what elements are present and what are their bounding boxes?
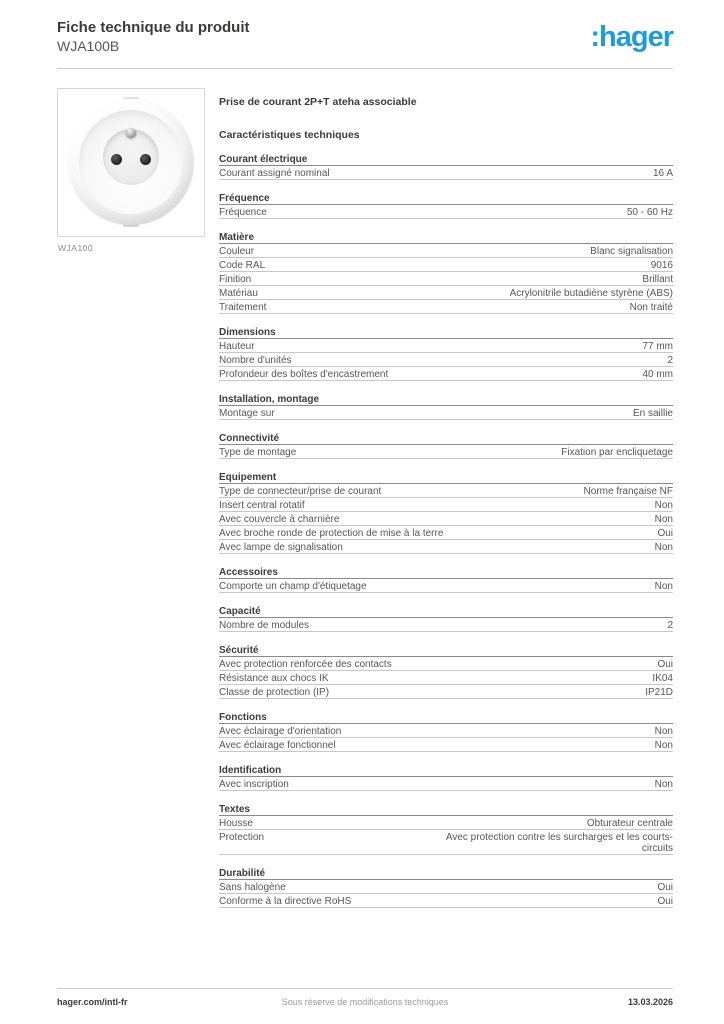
- footer-website-link[interactable]: hager.com/intl-fr: [57, 997, 128, 1007]
- spec-value: Non: [654, 740, 673, 751]
- spec-row: [219, 724, 673, 738]
- spec-section-title: Sécurité: [219, 643, 673, 657]
- spec-section: [219, 604, 673, 632]
- spec-row: [219, 286, 673, 300]
- spec-value: Non: [654, 514, 673, 525]
- spec-row: [219, 512, 673, 526]
- spec-label: Résistance aux chocs IK: [219, 673, 329, 684]
- spec-row: [219, 685, 673, 699]
- spec-row: [219, 540, 673, 554]
- spec-value: 40 mm: [642, 369, 673, 380]
- spec-label: Avec éclairage fonctionnel: [219, 740, 336, 751]
- spec-section: [219, 763, 673, 791]
- spec-row: [219, 205, 673, 219]
- spec-row: [219, 777, 673, 791]
- spec-label: Type de montage: [219, 447, 297, 458]
- spec-row: [219, 894, 673, 908]
- footer-disclaimer: Sous réserve de modifications techniques: [281, 997, 449, 1007]
- spec-value: Oui: [657, 528, 673, 539]
- spec-row: [219, 484, 673, 498]
- spec-row: [219, 526, 673, 540]
- spec-section-title: Textes: [219, 802, 673, 816]
- spec-value: Non: [654, 726, 673, 737]
- spec-section: [219, 191, 673, 219]
- spec-row: [219, 738, 673, 752]
- spec-label: Courant assigné nominal: [219, 168, 330, 179]
- spec-row: [219, 816, 673, 830]
- spec-row: [219, 657, 673, 671]
- spec-section: [219, 866, 673, 908]
- spec-value: Non: [654, 581, 673, 592]
- spec-value: Non: [654, 500, 673, 511]
- spec-value: Avec protection contre les surcharges et les courts-circuits: [445, 832, 673, 854]
- spec-value: Oui: [657, 896, 673, 907]
- spec-column: [219, 96, 673, 908]
- spec-label: Montage sur: [219, 408, 275, 419]
- spec-row: [219, 406, 673, 420]
- spec-table-title: Caractéristiques techniques: [219, 129, 360, 141]
- spec-section: [219, 802, 673, 855]
- spec-value: Oui: [657, 882, 673, 893]
- spec-section-title: Equipement: [219, 470, 673, 484]
- product-photo-socket: [68, 99, 194, 225]
- spec-section-title: Dimensions: [219, 325, 673, 339]
- spec-row: [219, 339, 673, 353]
- spec-section-title: Identification: [219, 763, 673, 777]
- spec-row: [219, 258, 673, 272]
- spec-label: Comporte un champ d'étiquetage: [219, 581, 367, 592]
- spec-row: [219, 618, 673, 632]
- spec-label: Protection: [219, 832, 265, 843]
- spec-value: 2: [667, 620, 673, 631]
- spec-label: Insert central rotatif: [219, 500, 305, 511]
- spec-section-title: Courant électrique: [219, 152, 673, 166]
- spec-section-title: Installation, montage: [219, 392, 673, 406]
- spec-section: [219, 431, 673, 459]
- spec-section: [219, 470, 673, 554]
- spec-value: Obturateur centrale: [586, 818, 673, 829]
- spec-label: Traitement: [219, 302, 267, 313]
- spec-section: [219, 565, 673, 593]
- spec-section: [219, 643, 673, 699]
- spec-label: Matériau: [219, 288, 258, 299]
- spec-row: [219, 671, 673, 685]
- spec-section-title: Durabilité: [219, 866, 673, 880]
- spec-value: 16 A: [652, 168, 673, 179]
- spec-label: Profondeur des boîtes d'encastrement: [219, 369, 389, 380]
- spec-row: [219, 579, 673, 593]
- spec-row: [219, 498, 673, 512]
- spec-section: [219, 230, 673, 314]
- spec-label: Avec lampe de signalisation: [219, 542, 343, 553]
- spec-value: 77 mm: [642, 341, 673, 352]
- spec-label: Avec inscription: [219, 779, 289, 790]
- spec-value: Brillant: [642, 274, 673, 285]
- spec-section: [219, 710, 673, 752]
- footer-date: 13.03.2026: [627, 997, 673, 1007]
- spec-row: [219, 353, 673, 367]
- product-name: Prise de courant 2P+T ateha associable: [219, 96, 417, 108]
- spec-value: Non: [654, 779, 673, 790]
- spec-value: IP21D: [645, 687, 673, 698]
- spec-label: Avec couvercle à charnière: [219, 514, 340, 525]
- spec-row: [219, 244, 673, 258]
- spec-row: [219, 880, 673, 894]
- page-title: Fiche technique du produit: [57, 19, 250, 36]
- spec-value: Blanc signalisation: [590, 246, 673, 257]
- spec-label: Fréquence: [219, 207, 267, 218]
- spec-label: Conforme à la directive RoHS: [219, 896, 352, 907]
- spec-section-title: Matière: [219, 230, 673, 244]
- spec-label: Classe de protection (IP): [219, 687, 330, 698]
- spec-label: Sans halogène: [219, 882, 286, 893]
- spec-value: Non traité: [629, 302, 673, 313]
- spec-value: Oui: [657, 659, 673, 670]
- spec-row: [219, 166, 673, 180]
- socket-hole-left: [111, 154, 122, 165]
- spec-value: Non: [654, 542, 673, 553]
- spec-section-title: Connectivité: [219, 431, 673, 445]
- spec-section-title: Capacité: [219, 604, 673, 618]
- spec-value: Norme française NF: [583, 486, 673, 497]
- spec-label: Avec éclairage d'orientation: [219, 726, 342, 737]
- spec-value: IK04: [652, 673, 673, 684]
- spec-section: [219, 152, 673, 180]
- spec-label: Avec protection renforcée des contacts: [219, 659, 392, 670]
- spec-section-title: Accessoires: [219, 565, 673, 579]
- footer-divider: [57, 988, 673, 989]
- spec-label: Nombre d'unités: [219, 355, 292, 366]
- spec-row: [219, 272, 673, 286]
- header-divider: [57, 68, 673, 69]
- spec-label: Finition: [219, 274, 252, 285]
- spec-row: [219, 830, 673, 855]
- spec-label: Code RAL: [219, 260, 266, 271]
- spec-section: [219, 392, 673, 420]
- spec-value: 2: [667, 355, 673, 366]
- spec-value: 9016: [650, 260, 673, 271]
- product-image-frame: [57, 88, 205, 237]
- product-image-caption: WJA100: [58, 243, 94, 253]
- spec-label: Couleur: [219, 246, 255, 257]
- spec-value: Acrylonitrile butadiène styrène (ABS): [509, 288, 673, 299]
- spec-section: [219, 325, 673, 381]
- spec-value: Fixation par encliquetage: [561, 447, 673, 458]
- spec-sections: [219, 152, 673, 908]
- spec-label: Hauteur: [219, 341, 255, 352]
- spec-row: [219, 300, 673, 314]
- spec-value: 50 - 60 Hz: [626, 207, 673, 218]
- spec-row: [219, 367, 673, 381]
- spec-label: Housse: [219, 818, 253, 829]
- spec-section-title: Fonctions: [219, 710, 673, 724]
- spec-label: Avec broche ronde de protection de mise à la terre: [219, 528, 444, 539]
- spec-label: Nombre de modules: [219, 620, 310, 631]
- spec-section-title: Fréquence: [219, 191, 673, 205]
- socket-hole-right: [140, 154, 151, 165]
- spec-label: Type de connecteur/prise de courant: [219, 486, 382, 497]
- spec-row: [219, 445, 673, 459]
- spec-value: En saillie: [632, 408, 673, 419]
- hager-logo: :hager: [590, 21, 673, 53]
- product-code: WJA100B: [57, 38, 120, 54]
- earth-pin: [126, 128, 136, 138]
